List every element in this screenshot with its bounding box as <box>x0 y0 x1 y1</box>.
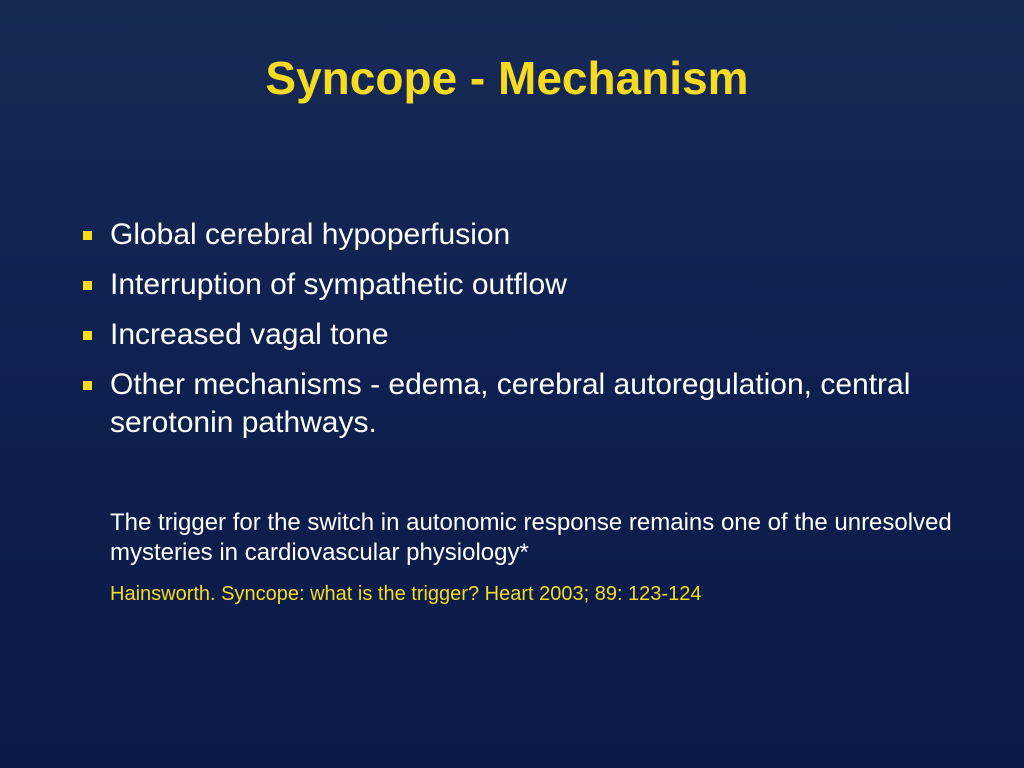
bullet-item <box>78 316 978 354</box>
bullet-item <box>78 216 978 254</box>
bullet-list <box>78 216 978 454</box>
square-bullet-icon <box>83 231 92 240</box>
square-bullet-icon <box>83 331 92 340</box>
bullet-item <box>78 266 978 304</box>
trigger-note: The trigger for the switch in autonomic response remains one of the unresolved mysteries in cardiovascular physiology* <box>110 509 952 566</box>
square-bullet-icon <box>83 381 92 390</box>
bullet-text: Increased vagal tone <box>110 318 389 351</box>
bullet-text: Other mechanisms - edema, cerebral autoregulation, central serotonin pathways. <box>110 368 911 439</box>
slide-title: Syncope - Mechanism <box>265 52 749 104</box>
bullet-text: Interruption of sympathetic outflow <box>110 268 567 301</box>
bullet-item <box>78 366 978 442</box>
bullet-text: Global cerebral hypoperfusion <box>110 218 511 251</box>
square-bullet-icon <box>83 281 92 290</box>
citation: Hainsworth. Syncope: what is the trigger? Heart 2003; 89: 123-124 <box>110 583 702 605</box>
